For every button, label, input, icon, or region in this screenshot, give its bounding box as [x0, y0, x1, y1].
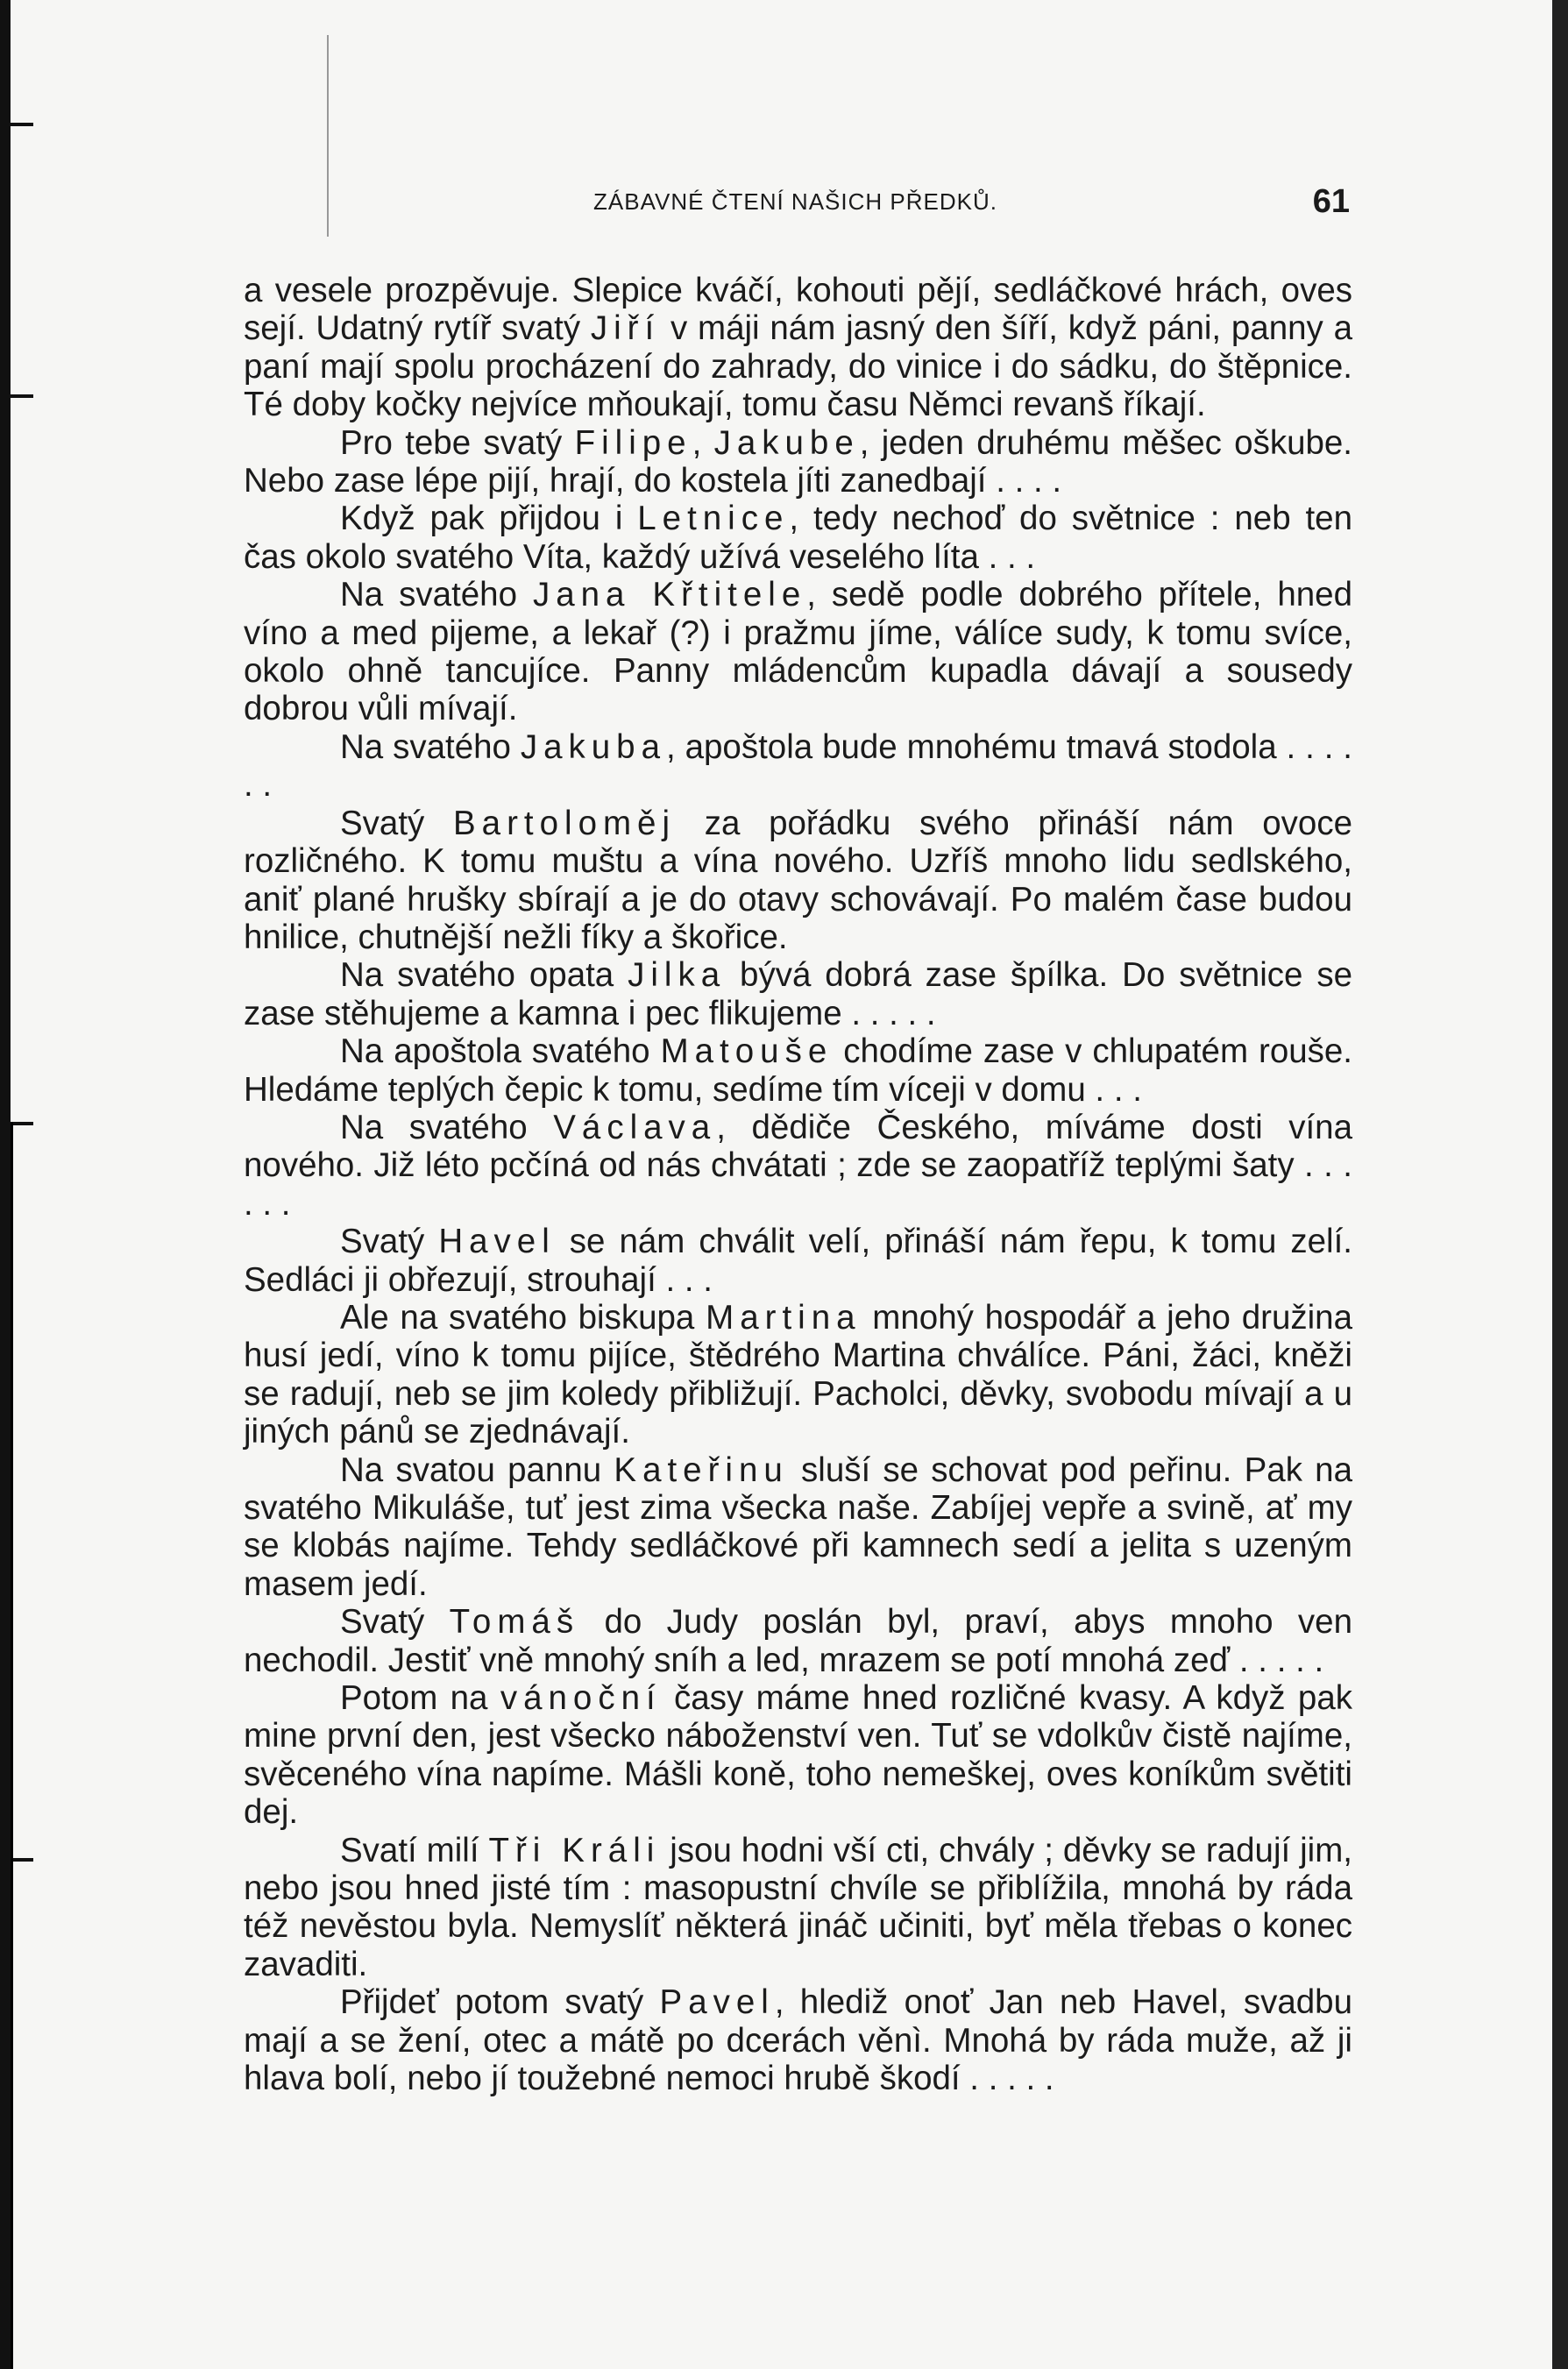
text-run: Na svatého: [340, 727, 521, 766]
right-scan-edge: [1552, 0, 1568, 2369]
text-run: časy máme hned rozličné kvasy. A když pak mine první den, jest všecko náboženství ven. Tuť se vdolkův čistě najíme, svěceného vína napíme. Mášli koně, toho nemeškej, oves koníkům světiti dej.: [244, 1679, 1352, 1832]
paragraph: [244, 500, 1352, 576]
text-run: , jeden druhému měšec oškube. Nebo zase lépe pijí, hrají, do kostela jíti zanedbají . . . .: [244, 423, 1352, 500]
paragraph: [244, 728, 1352, 805]
text-run: Přijdeť potom svatý: [340, 1983, 660, 2022]
text-run: Na svatého: [340, 1108, 554, 1146]
binding-mark: [11, 1858, 33, 1862]
left-binding-edge: [0, 0, 11, 2369]
text-run: Svatý: [340, 1603, 450, 1642]
binding-mark: [11, 394, 33, 398]
spaced-name: Matouše: [660, 1032, 834, 1071]
spaced-name: Filipe: [574, 423, 692, 462]
paragraph: [244, 956, 1352, 1032]
text-run: Potom na: [340, 1679, 500, 1718]
paragraph: [244, 424, 1352, 500]
spaced-name: Tomáš: [449, 1603, 580, 1642]
spaced-name: Pavel: [659, 1983, 775, 2022]
paragraph: [244, 805, 1352, 957]
page-edge-line: [11, 1122, 13, 2369]
paragraph: [244, 1451, 1352, 1604]
text-run: Pro tebe svatý: [340, 423, 575, 462]
text-run: , dědiče Českého, míváme dosti vína nového. Již léto pcčíná od nás chvátati ; zde se zaopatříž teplými šaty . . . . . .: [244, 1108, 1352, 1223]
text-run: Svatý: [340, 804, 453, 842]
text-run: Svatý: [340, 1223, 439, 1261]
text-run: Když pak přijdou i: [340, 500, 638, 538]
binding-mark: [11, 123, 33, 126]
spaced-name: Jilka: [628, 956, 727, 995]
text-run: Na svatou pannu: [340, 1450, 614, 1489]
paragraph: [244, 1032, 1352, 1109]
paragraph: [244, 1679, 1352, 1832]
spaced-name: Jiří: [590, 309, 661, 348]
text-run: Na apoštola svatého: [340, 1032, 661, 1071]
paragraph: [244, 1832, 1352, 1984]
spaced-name: Kateřinu: [614, 1450, 789, 1489]
running-header: [241, 180, 1350, 223]
paragraph: [244, 1223, 1352, 1299]
text-run: , hlediž onoť Jan neb Havel, svadbu mají a se žení, otec a mátě po dcerách věnì. Mnohá by ráda muže, až ji hlava bolí, nebo jí toužebné nemoci hrubě škodí . . . . .: [244, 1983, 1352, 2098]
paragraph: [244, 1299, 1352, 1451]
paragraph: [244, 272, 1352, 424]
spaced-name: Letnice: [637, 500, 790, 538]
text-run: a vesele prozpěvuje. Slepice kváčí, kohouti pějí, sedláčkové hrách, oves sejí. Udatný rytíř svatý: [244, 272, 1352, 348]
text-run: jsou hodni vší cti, chvály ; děvky se radují jim, nebo jsou hned jisté tím : masopustní chvíle se přiblížila, mnohá by ráda též nevěstou byla. Nemyslíť některá jináč učiniti, byť měla třebas o konec zavaditi.: [244, 1831, 1352, 1983]
paragraph: [244, 1983, 1352, 2097]
text-run: mnohý hospodář a jeho družina husí jedí, víno k tomu pijíce, štědrého Martina chválíce. Páni, žáci, kněži se radují, neb se jim koledy přibližují. Pacholci, děvky, svobodu mívají a u jiných pánů se zjednávají.: [244, 1298, 1352, 1451]
binding-mark: [11, 1122, 33, 1125]
text-run: do Judy poslán byl, praví, abys mnoho ven nechodil. Jestiť vně mnohý sníh a led, mrazem se potí mnohá zeď . . . . .: [244, 1603, 1352, 1679]
text-run: Na svatého: [340, 576, 533, 614]
text-run: Ale na svatého biskupa: [340, 1298, 706, 1337]
text-run: Na svatého opata: [340, 956, 628, 995]
text-run: , sedě podle dobrého přítele, hned víno a med pijeme, a lekař (?) i pražmu jíme, válíce sudy, k tomu svíce, okolo ohně tancujíce. Panny mládencům kupadla dávají a sousedy dobrou vůli mívají.: [244, 576, 1352, 728]
text-run: , tedy nechoď do světnice : neb ten čas okolo svatého Víta, každý užívá veselého líta . . .: [244, 500, 1352, 576]
text-run: Svatí milí: [340, 1831, 489, 1869]
text-run: sluší se schovat pod peřinu. Pak na svatého Mikuláše, tuť jest zima všecka naše. Zabíjej vepře a svině, ať my se klobás najíme. Tehdy sedláčkové při kamnech sedí a jelita s uzeným masem jedí.: [244, 1450, 1352, 1603]
text-run: bývá dobrá zase špílka. Do světnice se zase stěhujeme a kamna i pec flikujeme . . . . .: [244, 956, 1352, 1032]
text-run: ,: [692, 423, 714, 462]
paragraph: [244, 1603, 1352, 1679]
text-run: chodíme zase v chlupatém rouše. Hledáme teplých čepic k tomu, sedíme tím víceji v domu . . .: [244, 1032, 1352, 1109]
spaced-name: Tři Králi: [488, 1831, 661, 1869]
spaced-name: Jana Křtitele: [532, 576, 807, 614]
spaced-name: Jakuba: [520, 727, 667, 766]
spaced-name: Martina: [706, 1298, 862, 1337]
text-run: se nám chválit velí, přináší nám řepu, k tomu zelí. Sedláci ji obřezují, strouhají . . .: [244, 1223, 1353, 1299]
spaced-name: Bartoloměj: [453, 804, 677, 842]
spaced-name: Václava: [553, 1108, 717, 1146]
spaced-name: Havel: [438, 1223, 556, 1261]
text-run: v máji nám jasný den šíří, když páni, panny a paní mají spolu procházení do zahrady, do vinice i do sádku, do štěpnice. Té doby kočky nejvíce mňoukají, tomu času Němci revanš říkají.: [244, 309, 1352, 424]
spaced-name: Jakube: [713, 423, 860, 462]
paragraph: [244, 576, 1352, 728]
paragraph: [244, 1109, 1352, 1223]
page-number: 61: [1312, 183, 1350, 220]
text-run: za pořádku svého přináší nám ovoce rozličného. K tomu muštu a vína nového. Uzříš mnoho lidu sedlského, aniť plané hrušky sbírají a je do otavy schovávají. Po malém čase budou hnilice, chutnější nežli fíky a škořice.: [244, 804, 1352, 956]
spaced-name: vánoční: [500, 1679, 662, 1718]
running-title: ZÁBAVNÉ ČTENÍ NAŠICH PŘEDKŮ.: [593, 188, 997, 215]
text-run: , apoštola bude mnohému tmavá stodola . . . . . .: [244, 727, 1352, 805]
body-text: [244, 272, 1352, 2098]
